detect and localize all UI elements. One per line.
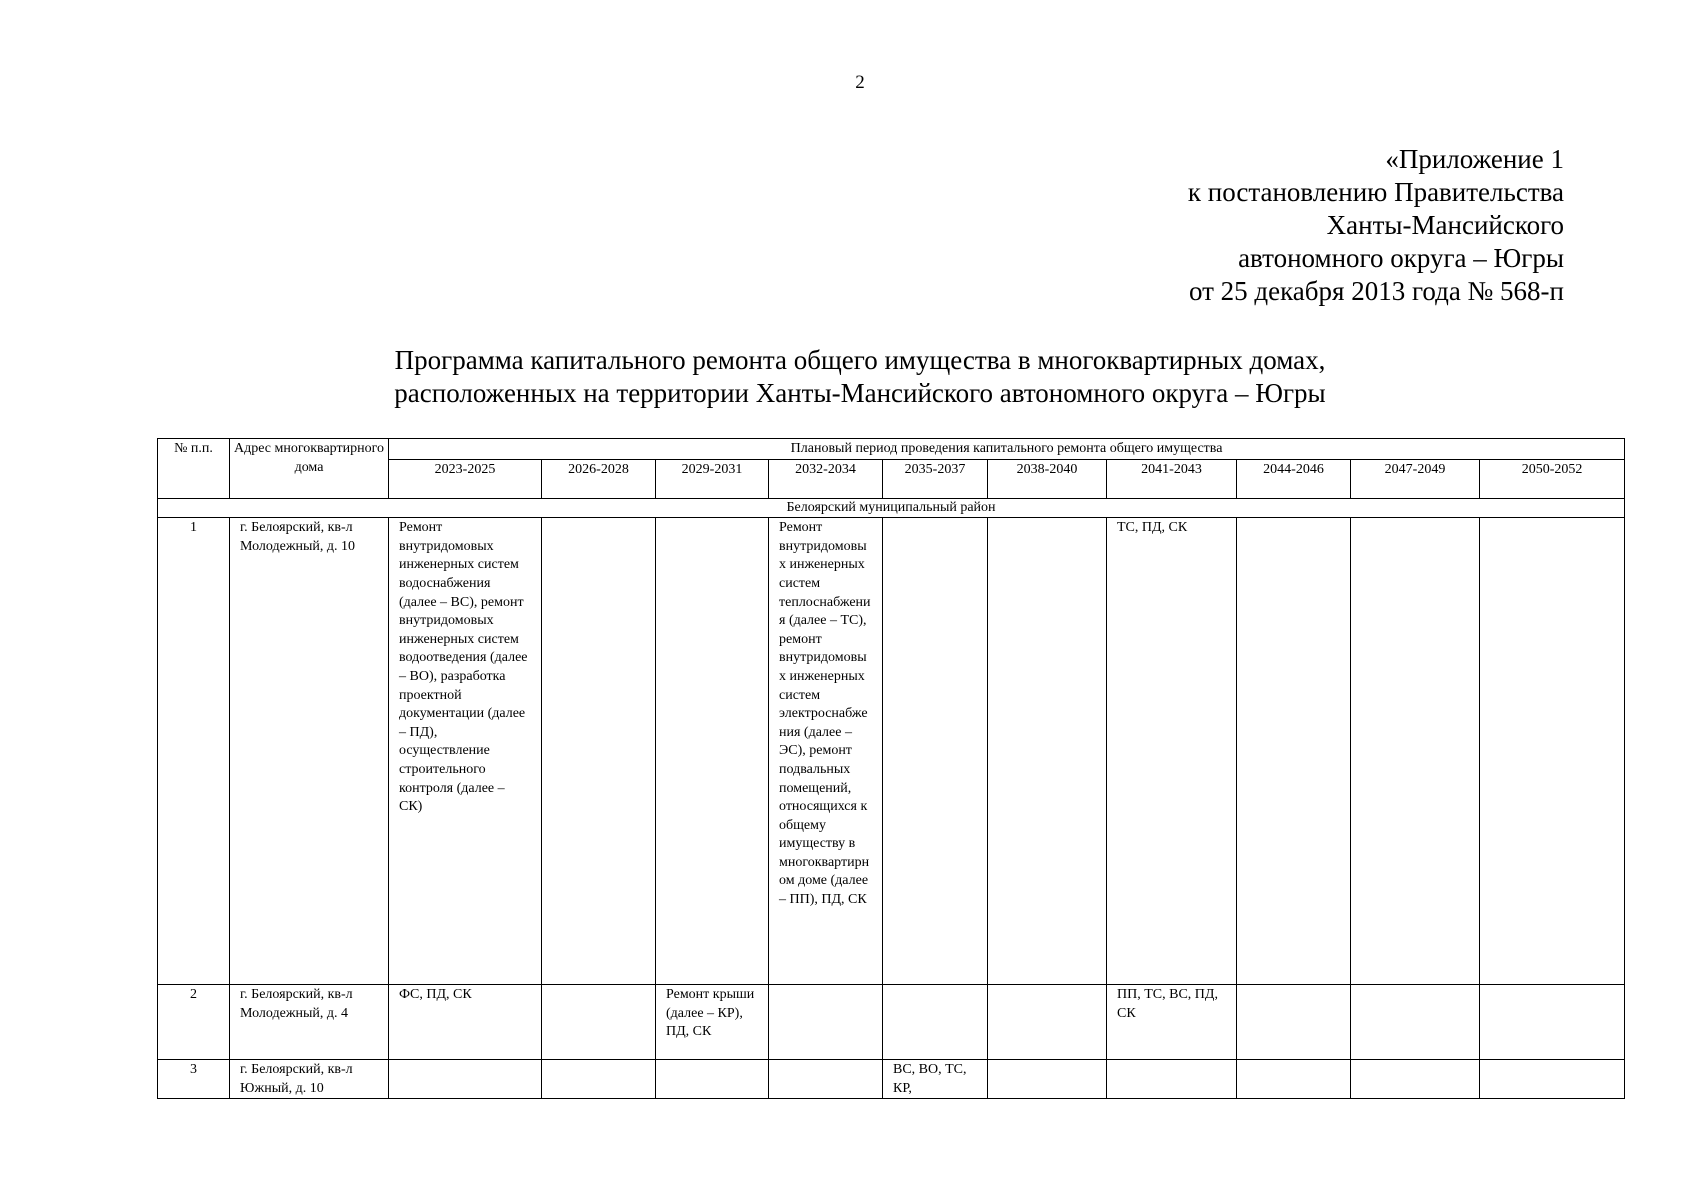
- row-cell: [656, 1060, 769, 1099]
- title-line: расположенных на территории Ханты-Мансийского автономного округа – Югры: [394, 378, 1326, 408]
- row-cell: Ремонт крыши (далее – КР), ПД, СК: [656, 985, 769, 1060]
- repair-program-table: [157, 438, 1625, 1099]
- appendix-block: [1188, 143, 1564, 308]
- row-cell: ФС, ПД, СК: [389, 985, 542, 1060]
- row-cell: [389, 1060, 542, 1099]
- row-address: г. Белоярский, кв-л Молодежный, д. 10: [230, 518, 389, 985]
- appendix-line: автономного округа – Югры: [1238, 243, 1564, 273]
- row-cell: [988, 518, 1107, 985]
- row-cell: [883, 985, 988, 1060]
- row-cell: [1480, 985, 1625, 1060]
- row-cell: [1351, 518, 1480, 985]
- row-cell: [542, 1060, 656, 1099]
- header-year: 2026-2028: [542, 459, 656, 498]
- row-cell: [656, 518, 769, 985]
- header-period: Плановый период проведения капитального ремонта общего имущества: [389, 439, 1625, 460]
- row-number: 2: [158, 985, 230, 1060]
- region-row: Белоярский муниципальный район: [158, 498, 1625, 518]
- page-number: 2: [855, 72, 865, 93]
- row-cell: [542, 518, 656, 985]
- appendix-line: к постановлению Правительства: [1187, 177, 1564, 207]
- row-cell: [1237, 1060, 1351, 1099]
- row-address: г. Белоярский, кв-л Молодежный, д. 4: [230, 985, 389, 1060]
- header-address: Адрес многоквартирного дома: [230, 439, 389, 499]
- row-number: 1: [158, 518, 230, 985]
- row-cell: [1351, 1060, 1480, 1099]
- appendix-line: «Приложение 1: [1385, 144, 1564, 174]
- row-cell: [1480, 1060, 1625, 1099]
- header-year: 2047-2049: [1351, 459, 1480, 498]
- row-cell: [1480, 518, 1625, 985]
- header-year: 2044-2046: [1237, 459, 1351, 498]
- table-row: [158, 985, 1625, 1060]
- row-cell: Ремонт внутридомовых инженерных систем теплоснабжения (далее – ТС), ремонт внутридомовых инженерных систем электроснабжения (далее – ЭС), ремонт подвальных помещений, относящихся к общему имуществу в многоквартирном доме (далее – ПП), ПД, СК: [769, 518, 883, 985]
- row-cell: ПП, ТС, ВС, ПД, СК: [1107, 985, 1237, 1060]
- table-row: [158, 518, 1625, 985]
- row-cell: [1351, 985, 1480, 1060]
- row-cell: [1237, 518, 1351, 985]
- appendix-line: Ханты-Мансийского: [1326, 210, 1564, 240]
- row-cell: [1107, 1060, 1237, 1099]
- row-number: 3: [158, 1060, 230, 1099]
- header-year: 2041-2043: [1107, 459, 1237, 498]
- header-number: № п.п.: [158, 439, 230, 499]
- header-year: 2035-2037: [883, 459, 988, 498]
- row-cell: ВС, ВО, ТС, КР,: [883, 1060, 988, 1099]
- row-cell: Ремонт внутридомовых инженерных систем водоснабжения (далее – ВС), ремонт внутридомовых инженерных систем водоотведения (далее – ВО), разработка проектной документации (далее – ПД), осуществление строительного контроля (далее – СК): [389, 518, 542, 985]
- row-cell: [988, 1060, 1107, 1099]
- document-title: [0, 344, 1698, 410]
- header-year: 2023-2025: [389, 459, 542, 498]
- row-cell: [542, 985, 656, 1060]
- appendix-line: от 25 декабря 2013 года № 568-п: [1188, 276, 1564, 306]
- table-row: [158, 1060, 1625, 1099]
- header-year: 2032-2034: [769, 459, 883, 498]
- row-cell: [1237, 985, 1351, 1060]
- row-cell: [769, 985, 883, 1060]
- row-address: г. Белоярский, кв-л Южный, д. 10: [230, 1060, 389, 1099]
- title-line: Программа капитального ремонта общего имущества в многоквартирных домах,: [394, 345, 1326, 375]
- row-cell: [883, 518, 988, 985]
- row-cell: [769, 1060, 883, 1099]
- row-cell: [988, 985, 1107, 1060]
- header-year: 2029-2031: [656, 459, 769, 498]
- row-cell: ТС, ПД, СК: [1107, 518, 1237, 985]
- header-year: 2038-2040: [988, 459, 1107, 498]
- header-year: 2050-2052: [1480, 459, 1625, 498]
